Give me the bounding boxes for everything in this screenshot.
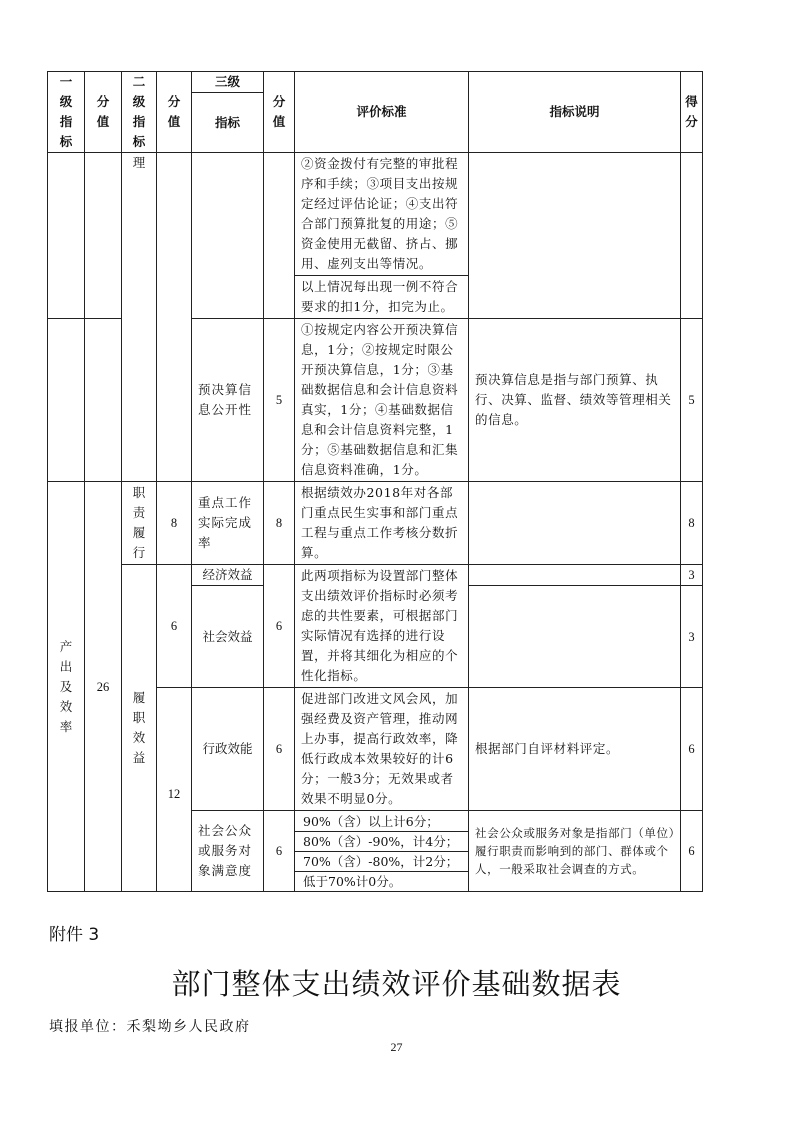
cell-r4-score2: 6 (157, 565, 192, 688)
cell-r2-score1 (85, 319, 122, 482)
page-number: 27 (390, 1040, 403, 1054)
cell-score1-output: 26 (85, 482, 122, 892)
header-level1: 一级指标 (48, 72, 85, 153)
header-score3: 分值 (264, 72, 295, 153)
fill-unit: 填报单位：禾梨坳乡人民政府 (49, 1019, 251, 1035)
cell-r6-got: 6 (681, 688, 703, 811)
cell-r2-got: 5 (681, 319, 703, 482)
cell-r1-explanation (469, 153, 681, 319)
cell-r4-level3: 经济效益 (192, 565, 264, 586)
cell-r6-score3: 6 (264, 688, 295, 811)
cell-r1-level2: 理 (122, 153, 157, 482)
cell-r6-level3: 行政效能 (192, 688, 264, 811)
header-level2: 二级指标 (122, 72, 157, 153)
cell-level1-output: 产出及效率 (48, 482, 85, 892)
document-title: 部门整体支出绩效评价基础数据表 (171, 967, 622, 1001)
cell-r3-level2: 职责履行 (122, 482, 157, 565)
cell-r3-explanation (469, 482, 681, 565)
cell-r1-level1 (48, 153, 85, 319)
cell-r3-score3: 8 (264, 482, 295, 565)
attachment-label: 附件 3 (49, 925, 100, 945)
cell-r3-got: 8 (681, 482, 703, 565)
header-level3: 指标 (192, 93, 264, 153)
header-score1: 分值 (85, 72, 122, 153)
evaluation-table (47, 71, 703, 892)
cell-r4-explanation (469, 565, 681, 586)
cell-r5-got: 3 (681, 586, 703, 688)
header-score2: 分值 (157, 72, 192, 153)
cell-r4-got: 3 (681, 565, 703, 586)
cell-r2-score3: 5 (264, 319, 295, 482)
cell-r4-score3: 6 (264, 565, 295, 688)
criteria-line: 70%（含）-80%，计2分； (295, 852, 468, 872)
header-explanation: 指标说明 (469, 72, 681, 153)
header-criteria: 评价标准 (295, 72, 469, 153)
cell-r3-level3: 重点工作实际完成率 (192, 482, 264, 565)
cell-r7-got: 6 (681, 811, 703, 892)
cell-r4-criteria: 此两项指标为设置部门整体支出绩效评价指标时必须考虑的共性要素，可根据部门实际情况有选择的进行设置，并将其细化为相应的个性化指标。 (295, 565, 469, 688)
cell-r2-criteria: ①按规定内容公开预决算信息，1分；②按规定时限公开预决算信息，1分；③基础数据信息和会计信息资料真实，1分；④基础数据信息和会计信息资料完整，1分；⑤基础数据信息和汇集信息资料准确，1分。 (295, 319, 469, 482)
cell-r6-score2: 12 (157, 688, 192, 892)
criteria-line: 80%（含）-90%，计4分； (295, 832, 468, 852)
cell-r2-level3: 预决算信息公开性 (192, 319, 264, 482)
cell-r3-criteria: 根据绩效办2018年对各部门重点民生实事和部门重点工程与重点工作考核分数折算。 (295, 482, 469, 565)
cell-r1-score2 (157, 153, 192, 482)
cell-r1-score3 (264, 153, 295, 319)
cell-r7-explanation: 社会公众或服务对象是指部门（单位）履行职责而影响到的部门、群体或个人，一般采取社会调查的方式。 (469, 811, 681, 892)
cell-r6-criteria: 促进部门改进文风会风，加强经费及资产管理，推动网上办事，提高行政效率，降低行政成本效果较好的计6分；一般3分；无效果或者效果不明显0分。 (295, 688, 469, 811)
cell-r7-criteria (295, 811, 469, 892)
cell-r1-level3 (192, 153, 264, 319)
cell-r1-got (681, 153, 703, 319)
cell-r1-criteria-b: 以上情况每出现一例不符合要求的扣1分，扣完为止。 (295, 276, 469, 319)
cell-r4-level2: 履职效益 (122, 565, 157, 892)
cell-r5-explanation (469, 586, 681, 688)
cell-r7-score3: 6 (264, 811, 295, 892)
cell-r1-score1 (85, 153, 122, 319)
cell-r3-score2: 8 (157, 482, 192, 565)
criteria-line: 90%（含）以上计6分； (295, 812, 468, 832)
header-level3-group: 三级 (192, 72, 264, 93)
cell-r2-level1 (48, 319, 85, 482)
cell-r5-level3: 社会效益 (192, 586, 264, 688)
cell-r7-level3: 社会公众或服务对象满意度 (192, 811, 264, 892)
cell-r1-criteria-a: ②资金拨付有完整的审批程序和手续；③项目支出按规定经过评估论证；④支出符合部门预算批复的用途；⑤资金使用无截留、挤占、挪用、虚列支出等情况。 (295, 153, 469, 276)
cell-r6-explanation: 根据部门自评材料评定。 (469, 688, 681, 811)
header-got: 得分 (681, 72, 703, 153)
criteria-line: 低于70%计0分。 (303, 873, 402, 889)
cell-r2-explanation: 预决算信息是指与部门预算、执行、决算、监督、绩效等管理相关的信息。 (469, 319, 681, 482)
